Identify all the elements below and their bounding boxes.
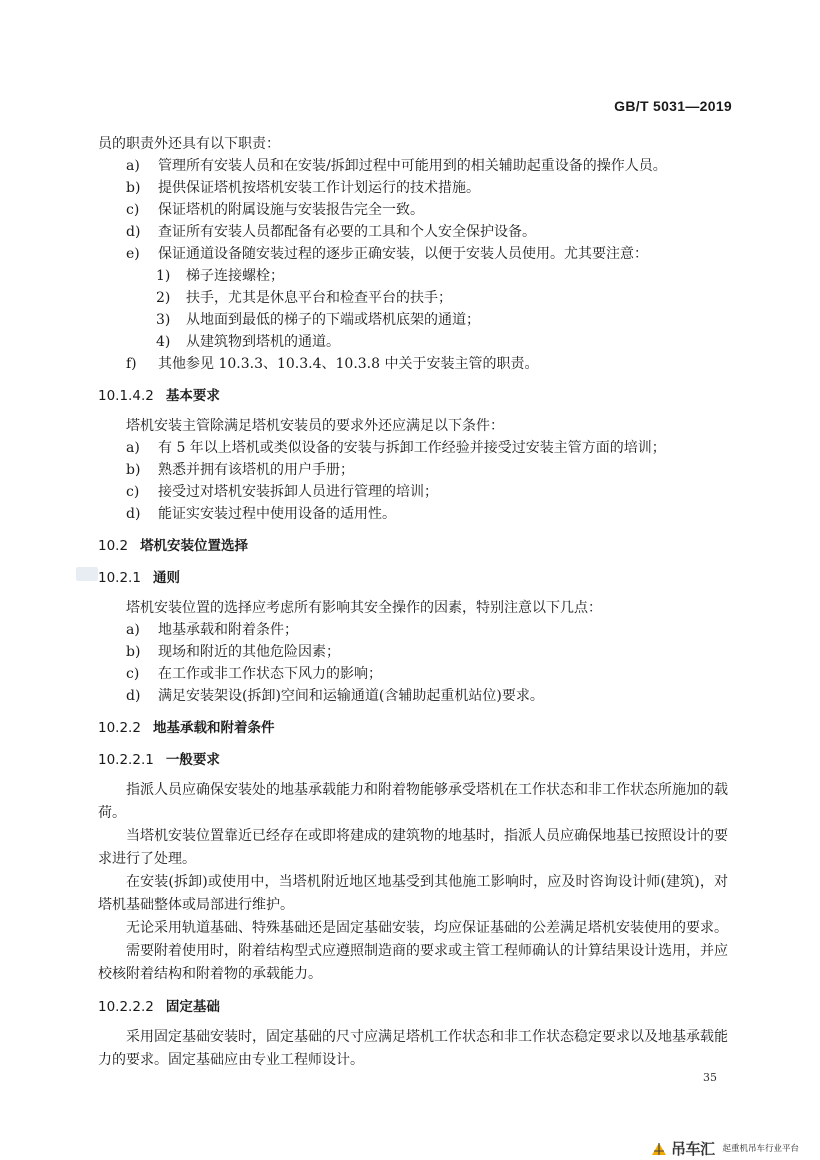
continuation-text: 员的职责外还具有以下职责： (98, 136, 280, 152)
sub-list-item: 1) 梯子连接螺栓； (156, 268, 284, 284)
sub-list-item: 3) 从地面到最低的梯子的下端或塔机底架的通道； (156, 312, 480, 328)
list-item: b) 熟悉并拥有该塔机的用户手册； (126, 462, 354, 478)
list-item: a) 管理所有安装人员和在安装/拆卸过程中可能用到的相关辅助起重设备的操作人员。 (126, 158, 667, 174)
list-item: c) 在工作或非工作状态下风力的影响； (126, 666, 382, 682)
paragraph: 在安装(拆卸)或使用中，当塔机附近地区地基受到其他施工影响时，应及时咨询设计师(建筑)，对塔机基础整体或局部进行维护。 (98, 874, 728, 913)
list-item: e) 保证通道设备随安装过程的逐步正确安装，以便于安装人员使用。尤其要注意： (126, 246, 648, 262)
paragraph: 需要附着使用时，附着结构型式应遵照制造商的要求或主管工程师确认的计算结果设计选用，并应校核附着结构和附着物的承载能力。 (98, 943, 728, 982)
section-heading-10-2-2: 10.2.2 地基承载和附着条件 (98, 720, 275, 736)
sub-list-item: 2) 扶手，尤其是休息平台和检查平台的扶手； (156, 290, 452, 306)
paragraph: 当塔机安装位置靠近已经存在或即将建成的建筑物的地基时，指派人员应确保地基已按照设计的要求进行了处理。 (98, 828, 728, 867)
watermark-logo (650, 1138, 799, 1158)
list-item: d) 查证所有安装人员都配备有必要的工具和个人安全保护设备。 (126, 224, 536, 240)
section-intro: 塔机安装位置的选择应考虑所有影响其安全操作的因素，特别注意以下几点： (126, 600, 602, 616)
paragraph: 采用固定基础安装时，固定基础的尺寸应满足塔机工作状态和非工作状态稳定要求以及地基承载能力的要求。固定基础应由专业工程师设计。 (98, 1029, 728, 1068)
section-heading-10-2: 10.2 塔机安装位置选择 (98, 538, 249, 554)
sub-list-item: 4) 从建筑物到塔机的通道。 (156, 334, 340, 350)
list-item: d) 满足安装架设(拆卸)空间和运输通道(含辅助起重机站位)要求。 (126, 688, 544, 704)
list-item: a) 有 5 年以上塔机或类似设备的安装与拆卸工作经验并接受过安装主管方面的培训； (126, 440, 666, 456)
watermark-brand: 吊车汇 (671, 1139, 715, 1158)
list-item: f) 其他参见 10.3.3、10.3.4、10.3.8 中关于安装主管的职责。 (126, 356, 539, 372)
list-item: c) 保证塔机的附属设施与安装报告完全一致。 (126, 202, 424, 218)
section-heading-10-2-2-1: 10.2.2.1 一般要求 (98, 752, 220, 768)
side-marker (76, 567, 98, 581)
paragraph: 指派人员应确保安装处的地基承载能力和附着物能够承受塔机在工作状态和非工作状态所施加的载荷。 (98, 782, 728, 821)
page-number: 35 (703, 1071, 717, 1084)
section-heading-10-1-4-2: 10.1.4.2 基本要求 (98, 388, 220, 404)
watermark-slogan: 起重机吊车行业平台 (722, 1144, 800, 1154)
list-item: d) 能证实安装过程中使用设备的适用性。 (126, 506, 396, 522)
list-item: b) 现场和附近的其他危险因素； (126, 644, 340, 660)
standard-code: GB/T 5031—2019 (614, 98, 732, 114)
section-heading-10-2-2-2: 10.2.2.2 固定基础 (98, 999, 220, 1015)
paragraph: 无论采用轨道基础、特殊基础还是固定基础安装，均应保证基础的公差满足塔机安装使用的要求。 (126, 920, 728, 936)
crane-icon (650, 1140, 668, 1156)
list-item: c) 接受过对塔机安装拆卸人员进行管理的培训； (126, 484, 438, 500)
list-item: a) 地基承载和附着条件； (126, 622, 298, 638)
section-heading-10-2-1: 10.2.1 通则 (98, 570, 180, 586)
list-item: b) 提供保证塔机按塔机安装工作计划运行的技术措施。 (126, 180, 480, 196)
section-intro: 塔机安装主管除满足塔机安装员的要求外还应满足以下条件： (126, 418, 504, 434)
document-body (98, 133, 728, 1072)
